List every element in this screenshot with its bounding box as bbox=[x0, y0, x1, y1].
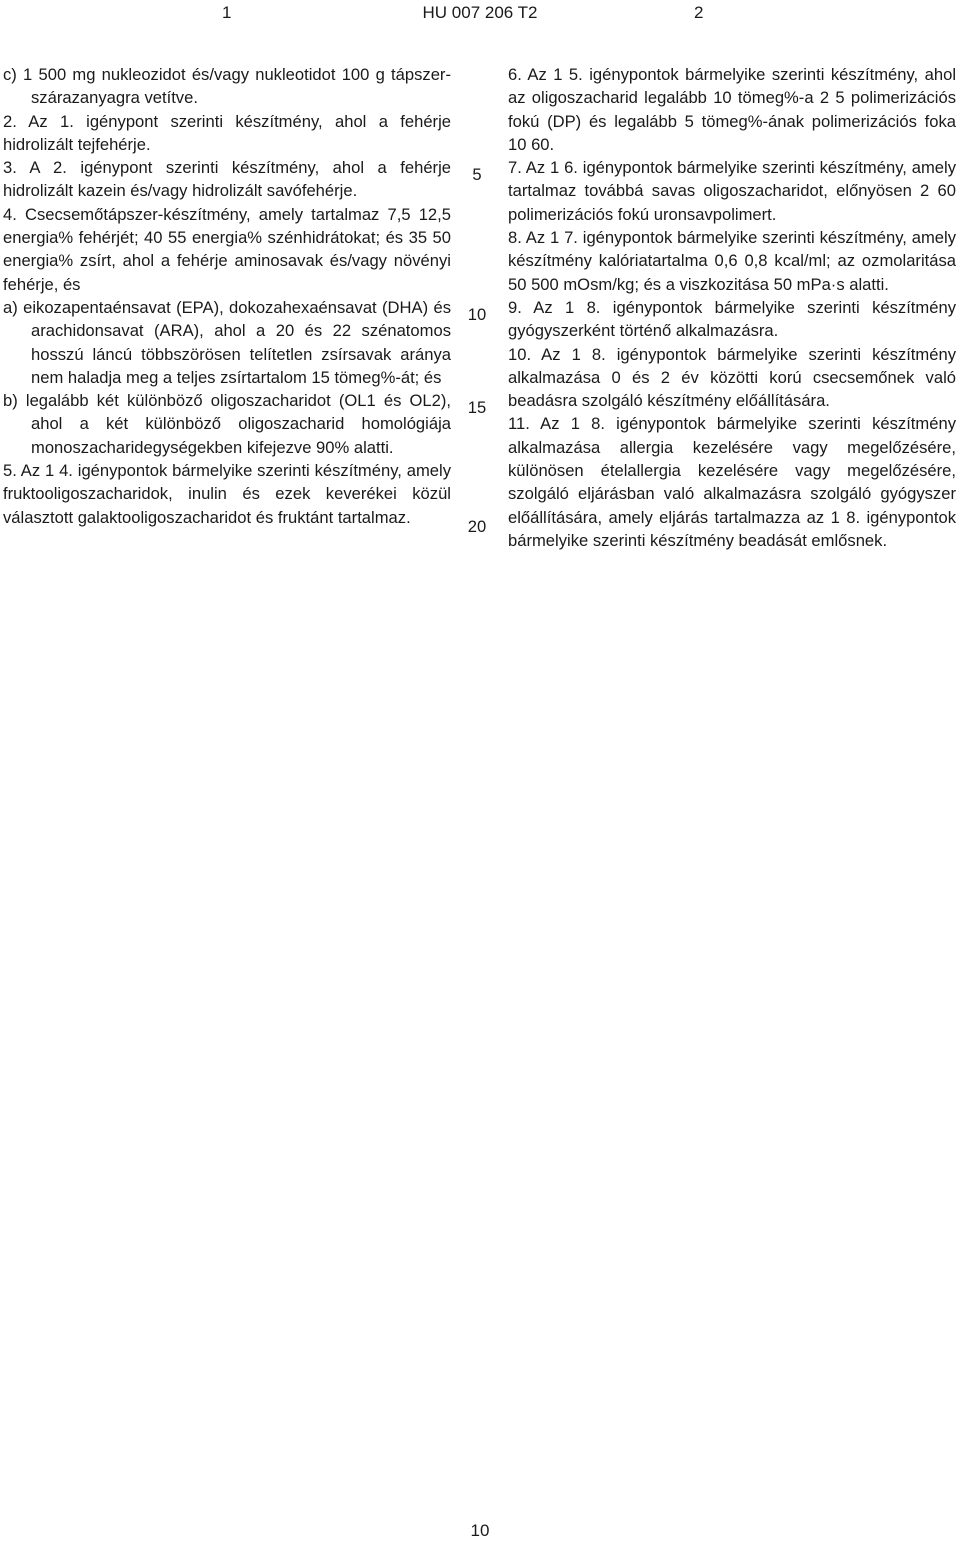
claim-11: 11. Az 1 8. igénypontok bármelyike szerinti készítmény alkalmazása allergia kezelésére vagy megelőzésére, különösen ételallergia kezelésére vagy megelőzésére, szolgáló eljárásban való alkalmazásra szolgáló gyógyszer előállítására, amely eljárás tartalmazza az 1 8. igénypontok bármelyike szerinti készítmény beadását emlősnek. bbox=[508, 414, 956, 550]
page-header bbox=[0, 0, 960, 30]
claim-5: 5. Az 1 4. igénypontok bármelyike szerinti készítmény, amely fruktooligoszacharidok, inulin és ezek keverékei közül választott galaktooligoszacharidot és fruktánt tartalmaz. bbox=[3, 461, 451, 527]
line-number-20: 20 bbox=[467, 517, 487, 536]
line-number-5: 5 bbox=[472, 165, 482, 184]
claim-9: 9. Az 1 8. igénypontok bármelyike szerinti készítmény gyógyszerként történő alkalmazásra. bbox=[508, 297, 956, 341]
page-number-left: 1 bbox=[222, 3, 232, 22]
document-id: HU 007 206 T2 bbox=[422, 3, 538, 22]
page-footer-number: 10 bbox=[470, 1521, 490, 1540]
claim-4b: b) legalább két különböző oligoszacharidot (OL1 és OL2), ahol a két különböző oligoszacharid homológiája monoszacharidegységekben kifejezve 90% alatti. bbox=[3, 391, 451, 457]
claim-6: 6. Az 1 5. igénypontok bármelyike szerinti készítmény, ahol az oligoszacharid legalább 10 tömeg%-a 2 5 polimerizációs fokú (DP) és legalább 5 tömeg%-ának polimerizációs foka 10 60. bbox=[508, 65, 956, 154]
line-number-10: 10 bbox=[467, 305, 487, 324]
line-number-15: 15 bbox=[467, 398, 487, 417]
claim-2: 2. Az 1. igénypont szerinti készítmény, ahol a fehérje hidrolizált tejfehérje. bbox=[3, 111, 451, 154]
claim-4a: a) eikozapentaénsavat (EPA), dokozahexaénsavat (DHA) és arachidonsavat (ARA), ahol a 20 és 22 szénatomos hosszú láncú többszörösen telítetlen zsírsavak aránya nem haladja meg a teljes zsírtartalom 15 tömeg%-át; és bbox=[3, 297, 451, 387]
right-column bbox=[508, 63, 956, 552]
claim-7: 7. Az 1 6. igénypontok bármelyike szerinti készítmény, amely tartalmaz továbbá savas oligoszacharidot, előnyösen 2 60 polimerizációs fokú uronsavpolimert. bbox=[508, 158, 956, 224]
claim-1c: c) 1 500 mg nukleozidot és/vagy nukleotidot 100 g tápszer-szárazanyagra vetítve. bbox=[3, 65, 451, 108]
claim-3: 3. A 2. igénypont szerinti készítmény, ahol a fehérje hidrolizált kazein és/vagy hidrolizált savófehérje. bbox=[3, 158, 451, 201]
claim-4: 4. Csecsemőtápszer-készítmény, amely tartalmaz 7,5 12,5 energia% fehérjét; 40 55 energia% szénhidrátokat; és 35 50 energia% zsírt, ahol a fehérje aminosavak és/vagy növényi fehérje, és bbox=[3, 204, 451, 294]
claim-8: 8. Az 1 7. igénypontok bármelyike szerinti készítmény, amely készítmény kalóriatartalma 0,6 0,8 kcal/ml; az ozmolaritása 50 500 mOsm/kg; és a viszkozitása 50 mPa·s alatti. bbox=[508, 228, 956, 294]
claim-10: 10. Az 1 8. igénypontok bármelyike szerinti készítmény alkalmazása 0 és 2 év közötti korú csecsemőnek való beadásra szolgáló készítmény előállítására. bbox=[508, 344, 956, 411]
page-number-right: 2 bbox=[694, 3, 704, 22]
left-column bbox=[3, 63, 451, 529]
